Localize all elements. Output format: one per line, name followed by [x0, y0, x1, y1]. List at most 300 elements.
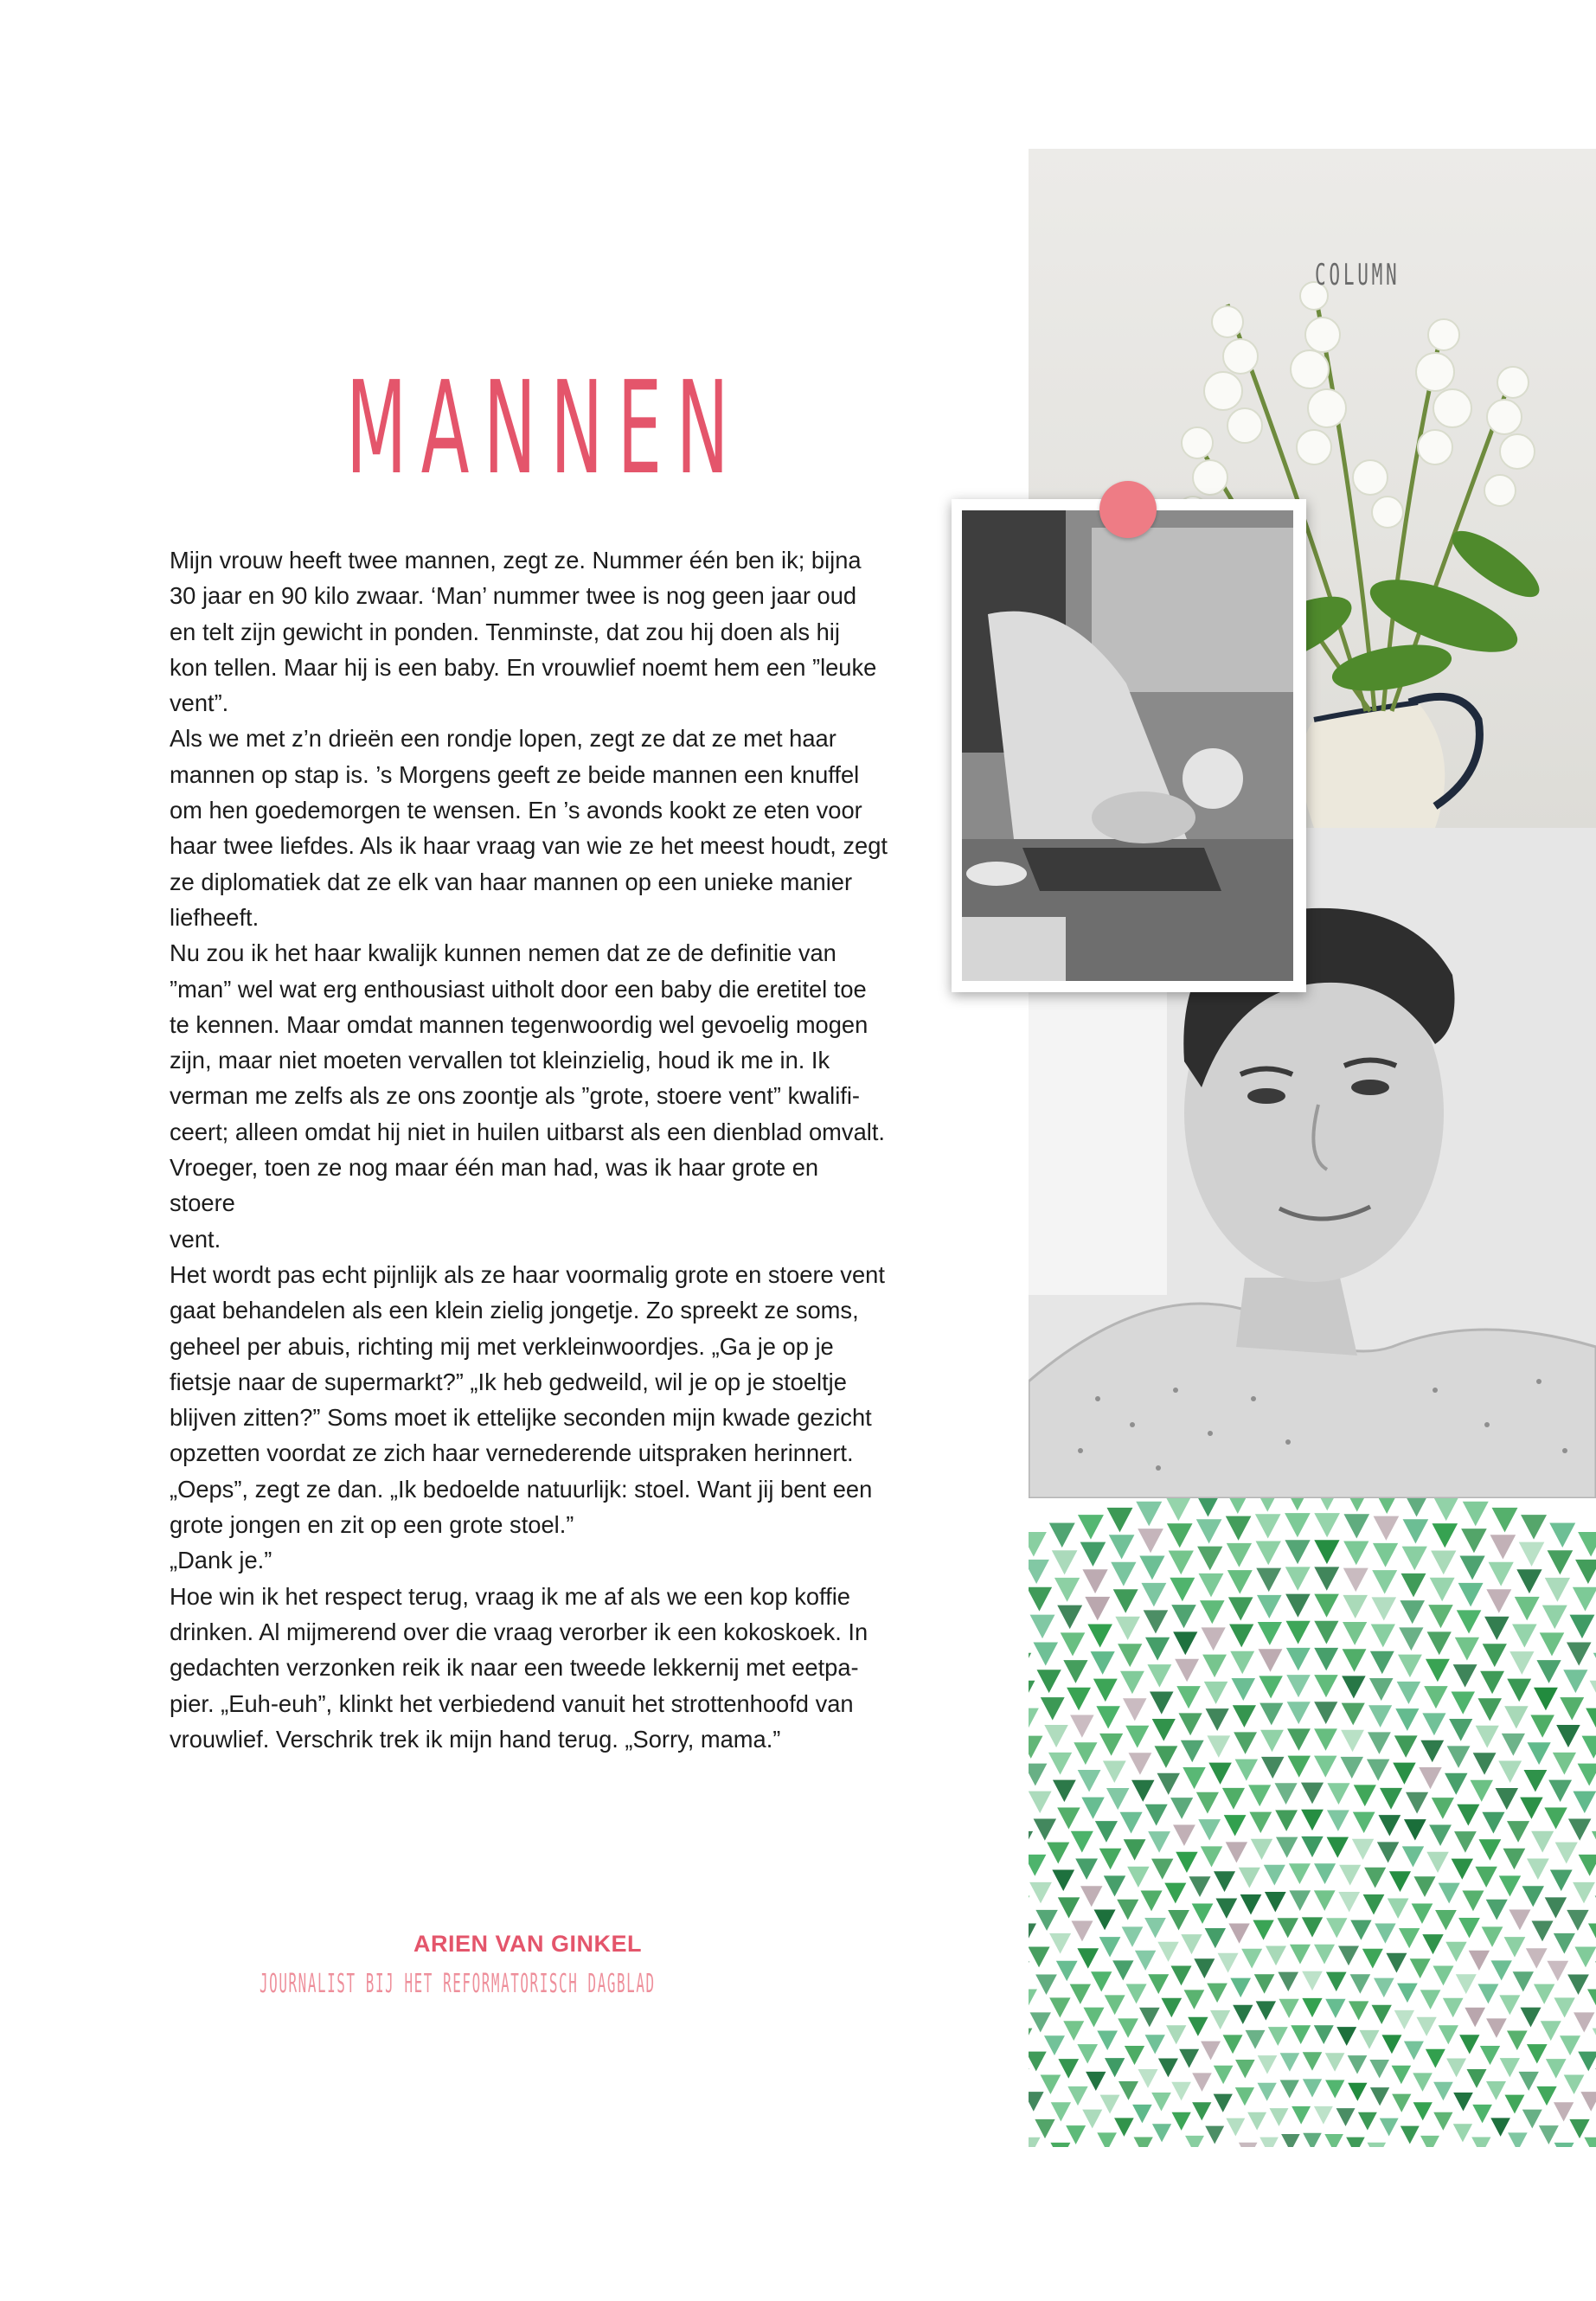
pattern-triangle — [1246, 2030, 1266, 2049]
pattern-triangle — [1253, 1920, 1273, 1940]
pattern-triangle — [1192, 1904, 1214, 1925]
pattern-triangle — [1439, 2025, 1458, 2044]
pattern-triangle — [1456, 1974, 1477, 1994]
pattern-triangle — [1078, 1770, 1101, 1792]
pattern-triangle — [1534, 1688, 1558, 1711]
article-line: opzetten voordat ze zich haar vernederende uitspraken herinnert. — [170, 1439, 854, 1467]
pattern-triangle — [1223, 2035, 1243, 2054]
pattern-triangle — [1201, 2041, 1221, 2061]
article-line: ”man” wel wat erg enthousiast uitholt door een baby die eretitel toe — [170, 975, 867, 1003]
pattern-triangle — [1486, 1589, 1511, 1613]
pattern-triangle — [1336, 2027, 1356, 2046]
pattern-triangle — [1196, 1519, 1222, 1543]
pattern-triangle — [1049, 1933, 1071, 1954]
pattern-triangle — [1564, 2075, 1585, 2095]
pattern-triangle — [1196, 1792, 1219, 1814]
pattern-triangle — [1053, 1780, 1076, 1803]
pattern-triangle — [1478, 1839, 1501, 1861]
pattern-triangle — [1029, 1882, 1052, 1904]
pattern-triangle — [1117, 1900, 1138, 1920]
pattern-triangle — [1197, 1547, 1222, 1571]
article-line: haar twee liefdes. Als ik haar vraag van wie ze het meest houdt, zegt — [170, 832, 888, 860]
pattern-triangle — [1578, 1764, 1596, 1786]
pattern-triangle — [1233, 2005, 1253, 2024]
pattern-triangle — [1235, 2087, 1254, 2106]
pattern-triangle — [1126, 1984, 1147, 2004]
pattern-triangle — [1560, 1697, 1584, 1721]
pattern-triangle — [1499, 1995, 1520, 2015]
pattern-triangle — [1112, 1960, 1133, 1980]
pattern-triangle — [1344, 1498, 1370, 1512]
pattern-triangle — [1534, 1984, 1554, 2004]
pattern-triangle — [1214, 2066, 1234, 2085]
pattern-triangle — [1285, 1594, 1311, 1618]
pattern-triangle — [1314, 2106, 1333, 2125]
pattern-triangle — [1496, 1788, 1519, 1810]
pattern-triangle — [1522, 1886, 1544, 1907]
pattern-triangle — [1578, 1532, 1596, 1557]
pattern-triangle — [1433, 1965, 1453, 1985]
pattern-triangle — [1105, 2058, 1125, 2077]
pattern-triangle — [1239, 1868, 1260, 1888]
pattern-triangle — [1029, 1681, 1035, 1704]
pattern-triangle — [1056, 1961, 1078, 1982]
pattern-triangle — [1138, 1529, 1163, 1553]
pattern-triangle — [1286, 1675, 1311, 1697]
pattern-triangle — [1303, 2079, 1322, 2097]
article-body — [170, 542, 888, 1757]
pattern-triangle — [1462, 1890, 1484, 1911]
pattern-triangle — [1499, 1875, 1521, 1896]
pattern-triangle — [1095, 1821, 1118, 1843]
pattern-triangle — [1554, 1997, 1574, 2017]
pattern-triangle — [1579, 1855, 1596, 1876]
pattern-triangle — [1061, 1632, 1086, 1656]
pattern-triangle — [1192, 2073, 1212, 2092]
pattern-triangle — [1574, 2012, 1594, 2032]
pattern-triangle — [1348, 2055, 1368, 2074]
article-line: en telt zijn gewicht in ponden. Tenminste, dat zou hij doen als hij — [170, 618, 840, 645]
pattern-triangle — [1404, 1498, 1430, 1517]
laptop-polaroid — [952, 499, 1306, 992]
pattern-triangle — [1453, 1664, 1477, 1688]
triangle-pattern-graphic — [1029, 1498, 1596, 2147]
pattern-triangle — [1063, 1660, 1087, 1683]
pattern-triangle — [1362, 1949, 1383, 1969]
pattern-triangle — [1504, 2095, 1524, 2114]
pattern-triangle — [1129, 1753, 1152, 1775]
pattern-triangle — [1077, 2044, 1098, 2064]
pattern-triangle — [1302, 1971, 1323, 1991]
pattern-triangle — [1369, 2060, 1389, 2079]
pattern-triangle — [1037, 1670, 1061, 1693]
pattern-triangle — [1171, 2112, 1190, 2131]
article-line: „Dank je.” — [170, 1547, 272, 1574]
pattern-triangle — [1094, 1909, 1116, 1930]
pattern-triangle — [1380, 1788, 1402, 1810]
pattern-triangle — [1049, 1997, 1070, 2017]
pattern-triangle — [1567, 1974, 1589, 1995]
pattern-triangle — [1342, 1703, 1365, 1726]
pattern-triangle — [1082, 1569, 1107, 1593]
article-line: Als we met z’n drieën een rondje lopen, zegt ze dat ze met haar — [170, 725, 836, 753]
pattern-triangle — [1504, 1706, 1529, 1728]
pattern-triangle — [1091, 1971, 1112, 1991]
pattern-triangle — [1416, 2017, 1436, 2036]
pattern-triangle — [1264, 1865, 1285, 1886]
article-line: kon tellen. Maar hij is een baby. En vrouwlief noemt hem een ”leuke — [170, 653, 877, 681]
pattern-triangle — [1256, 1541, 1281, 1565]
pattern-triangle — [1215, 1899, 1237, 1920]
pattern-triangle — [1445, 1942, 1466, 1962]
pattern-triangle — [1454, 1831, 1477, 1853]
pattern-triangle — [1058, 2059, 1079, 2079]
pattern-triangle — [1368, 1705, 1392, 1727]
pattern-triangle — [1254, 1498, 1280, 1512]
pattern-triangle — [1554, 2143, 1574, 2147]
pattern-triangle — [1099, 1849, 1122, 1870]
pattern-triangle — [1578, 2052, 1596, 2072]
pattern-triangle — [1338, 1945, 1359, 1965]
pattern-triangle — [1286, 1648, 1311, 1671]
pattern-triangle — [1402, 1547, 1427, 1571]
laptop-hands-photo — [962, 510, 1293, 981]
pattern-triangle — [1550, 1870, 1573, 1892]
pattern-triangle — [1521, 1515, 1547, 1540]
article-paragraph — [170, 935, 888, 1257]
pattern-triangle — [1419, 1767, 1442, 1789]
pattern-triangle — [1399, 1627, 1423, 1650]
pattern-triangle — [1432, 1798, 1454, 1819]
pattern-triangle — [1574, 1946, 1596, 1967]
pattern-triangle — [1113, 1589, 1138, 1613]
pattern-triangle — [1567, 1642, 1592, 1665]
pattern-triangle — [1279, 1999, 1298, 2018]
pattern-triangle — [1314, 1756, 1337, 1778]
pattern-triangle — [1048, 1753, 1072, 1775]
pattern-triangle — [1349, 2001, 1368, 2020]
pattern-triangle — [1274, 1783, 1297, 1804]
section-label: COLUMN — [1315, 258, 1401, 292]
pattern-triangle — [1222, 1788, 1245, 1810]
pattern-triangle — [1371, 1625, 1395, 1648]
pattern-triangle — [1287, 1728, 1311, 1751]
pattern-triangle — [1157, 1773, 1180, 1795]
pattern-triangle — [1183, 1767, 1206, 1789]
pattern-triangle — [1087, 1624, 1112, 1647]
pattern-triangle — [1276, 1837, 1298, 1858]
pattern-triangle — [1136, 1502, 1162, 1527]
pattern-triangle — [1314, 1728, 1337, 1751]
pattern-triangle — [1303, 2052, 1323, 2071]
pattern-triangle — [1054, 1578, 1080, 1602]
pattern-triangle — [1516, 1569, 1542, 1593]
pattern-triangle — [1226, 1516, 1252, 1541]
pattern-triangle — [1205, 2126, 1224, 2144]
pattern-triangle — [1326, 1972, 1347, 1992]
pattern-triangle — [1314, 1621, 1338, 1644]
pattern-triangle — [1339, 1865, 1361, 1886]
pattern-triangle — [1175, 1659, 1199, 1682]
pattern-triangle — [1427, 1631, 1452, 1655]
pattern-triangle — [1507, 1821, 1529, 1843]
pattern-triangle — [1519, 1542, 1545, 1567]
pattern-triangle — [1314, 1567, 1339, 1591]
pattern-triangle — [1234, 1732, 1257, 1754]
pattern-triangle — [1490, 1960, 1511, 1980]
article-paragraph — [170, 1579, 888, 1757]
pattern-triangle — [1458, 1583, 1484, 1607]
article-line: 30 jaar en 90 kilo zwaar. ‘Man’ nummer twee is nog geen jaar oud — [170, 582, 857, 610]
pattern-triangle — [1165, 1498, 1191, 1521]
pattern-triangle — [1575, 1560, 1596, 1584]
pattern-triangle — [1573, 1882, 1595, 1904]
article-line: drinken. Al mijmerend over die vraag verorber ik een kokoskoek. In — [170, 1618, 869, 1645]
pattern-triangle — [1325, 2080, 1344, 2098]
pattern-triangle — [1205, 1928, 1226, 1948]
article-line: geheel per abuis, richting mij met verkleinwoordjes. „Ga je op je — [170, 1332, 834, 1360]
pattern-triangle — [1241, 1949, 1262, 1969]
pattern-triangle — [1166, 2025, 1186, 2044]
pattern-triangle — [1259, 1649, 1283, 1672]
pattern-triangle — [1289, 1890, 1311, 1911]
pattern-triangle — [1275, 1810, 1298, 1831]
pattern-triangle — [1467, 2069, 1487, 2088]
pattern-triangle — [1432, 1523, 1458, 1548]
pattern-triangle — [1472, 2105, 1492, 2124]
pattern-triangle — [1477, 1698, 1502, 1721]
pattern-triangle — [1471, 2137, 1490, 2147]
pattern-triangle — [1150, 1692, 1174, 1715]
pattern-triangle — [1587, 1989, 1596, 2009]
pattern-triangle — [1278, 1918, 1298, 1938]
pattern-triangle — [1029, 1764, 1047, 1786]
pattern-triangle — [1394, 1735, 1418, 1758]
pattern-triangle — [1109, 1535, 1135, 1559]
article-line: gaat behandelen als een klein zielig jongetje. Zo spreekt ze soms, — [170, 1297, 859, 1324]
pattern-triangle — [1508, 2132, 1528, 2147]
pattern-triangle — [1122, 1926, 1144, 1947]
pattern-triangle — [1439, 1883, 1460, 1904]
pattern-triangle — [1029, 1831, 1033, 1853]
pattern-triangle — [1176, 1852, 1197, 1873]
pattern-triangle — [1314, 1675, 1338, 1697]
article-line: fietsje naar de supermarkt?” „Ik heb gedweild, wil je op je stoeltje — [170, 1368, 847, 1395]
pattern-triangle — [1103, 1760, 1126, 1783]
pattern-triangle — [1531, 1831, 1554, 1853]
pattern-triangle — [1459, 1556, 1484, 1580]
pattern-triangle — [1081, 1798, 1105, 1819]
pattern-triangle — [1536, 1660, 1561, 1683]
pattern-triangle — [1364, 1868, 1386, 1888]
pattern-triangle — [1292, 2106, 1311, 2125]
pattern-triangle — [1541, 2021, 1561, 2041]
pattern-triangle — [1138, 2069, 1158, 2088]
pattern-triangle — [1422, 1934, 1443, 1954]
pattern-triangle — [1225, 1498, 1251, 1514]
pattern-triangle — [1567, 1910, 1588, 1931]
pattern-triangle — [1343, 1541, 1368, 1565]
pattern-triangle — [1509, 1651, 1534, 1675]
pattern-triangle — [1556, 1725, 1580, 1747]
pattern-triangle — [1106, 1508, 1132, 1533]
pattern-triangle — [1326, 1918, 1347, 1938]
pattern-triangle — [1403, 1519, 1429, 1543]
pattern-triangle — [1374, 1978, 1394, 1998]
pattern-triangle — [1453, 2124, 1472, 2142]
pattern-triangle — [1030, 1615, 1055, 1639]
pattern-triangle — [1071, 1920, 1093, 1941]
pattern-triangle — [1314, 1513, 1340, 1537]
pattern-triangle — [1453, 2093, 1473, 2112]
pattern-triangle — [1404, 2041, 1424, 2061]
pattern-triangle — [1314, 1890, 1336, 1911]
pattern-triangle — [1327, 1837, 1349, 1858]
pattern-triangle — [1428, 1605, 1453, 1628]
pattern-triangle — [1200, 1600, 1225, 1624]
pattern-triangle — [1161, 1998, 1182, 2018]
pattern-triangle — [1327, 1783, 1349, 1804]
pattern-triangle — [1389, 1871, 1411, 1892]
pattern-triangle — [1452, 1859, 1473, 1880]
pattern-triangle — [1555, 1843, 1578, 1864]
pattern-triangle — [1265, 1892, 1286, 1913]
pattern-triangle — [1167, 1523, 1193, 1548]
pattern-triangle — [1051, 2102, 1071, 2121]
pattern-triangle — [1374, 1498, 1400, 1514]
pattern-triangle — [1369, 1678, 1394, 1701]
pattern-triangle — [1049, 1522, 1075, 1548]
pattern-triangle — [1325, 2053, 1345, 2072]
pattern-triangle — [1202, 1655, 1227, 1678]
pattern-triangle — [1287, 1756, 1311, 1778]
pattern-triangle — [1483, 1644, 1507, 1667]
pattern-triangle — [1075, 1858, 1098, 1880]
pattern-triangle — [1115, 1617, 1140, 1640]
pattern-triangle — [1258, 2055, 1278, 2074]
pattern-triangle — [1410, 1958, 1431, 1978]
pattern-triangle — [1375, 1924, 1395, 1944]
pattern-triangle — [1169, 1550, 1194, 1574]
article-line: Vroeger, toen ze nog maar één man had, was ik haar grote en stoere — [170, 1154, 819, 1217]
pattern-triangle — [1266, 1945, 1286, 1965]
pattern-triangle — [1399, 1928, 1420, 1948]
pattern-triangle — [1393, 1763, 1416, 1785]
pattern-triangle — [1301, 1810, 1324, 1831]
pattern-triangle — [1239, 2143, 1258, 2147]
pattern-triangle — [1457, 1610, 1482, 1633]
pattern-triangle — [1593, 2029, 1596, 2048]
pattern-triangle — [1431, 1550, 1456, 1574]
pattern-triangle — [1372, 2005, 1392, 2024]
pattern-triangle — [1035, 1974, 1057, 1995]
article-paragraph — [170, 721, 888, 935]
pattern-triangle — [1455, 1638, 1479, 1661]
pattern-triangle — [1588, 1924, 1596, 1945]
pattern-triangle — [1120, 1671, 1144, 1695]
pattern-triangle — [1523, 1770, 1547, 1792]
pattern-triangle — [1519, 2072, 1539, 2091]
pattern-triangle — [1342, 1676, 1366, 1698]
pattern-triangle — [1226, 1842, 1247, 1862]
pattern-triangle — [1302, 1998, 1322, 2017]
pattern-triangle — [1526, 1948, 1548, 1969]
pattern-triangle — [1301, 1836, 1323, 1857]
pattern-triangle — [1354, 1785, 1376, 1806]
pattern-triangle — [1188, 2017, 1208, 2036]
pattern-triangle — [1155, 1746, 1178, 1768]
pattern-triangle — [1240, 1894, 1262, 1915]
pattern-triangle — [1255, 1514, 1281, 1538]
pattern-triangle — [1291, 2025, 1311, 2044]
pattern-triangle — [1231, 1678, 1255, 1701]
pattern-triangle — [1210, 2010, 1230, 2029]
pattern-triangle — [1327, 1810, 1349, 1831]
pattern-triangle — [1447, 1746, 1471, 1768]
pattern-triangle — [1118, 2018, 1138, 2038]
pattern-triangle — [1392, 2066, 1412, 2085]
pattern-triangle — [1170, 1798, 1193, 1819]
green-triangle-pattern — [1029, 1498, 1596, 2147]
pattern-triangle — [1475, 1867, 1497, 1888]
pattern-triangle — [1148, 1974, 1169, 1994]
pattern-triangle — [1451, 1692, 1475, 1715]
pattern-triangle — [1168, 1910, 1189, 1931]
pattern-triangle — [1207, 1735, 1230, 1758]
pattern-triangle — [1152, 2124, 1171, 2142]
pattern-triangle — [1086, 2072, 1106, 2091]
pattern-triangle — [1563, 1670, 1587, 1693]
pattern-triangle — [1446, 2059, 1466, 2078]
pattern-triangle — [1546, 2059, 1567, 2079]
pattern-triangle — [1105, 1995, 1125, 2015]
pattern-triangle — [1443, 1998, 1464, 2018]
pattern-triangle — [1047, 1843, 1069, 1864]
pattern-triangle — [1509, 1909, 1530, 1930]
article-line: vent”. — [170, 689, 229, 717]
pattern-triangle — [1314, 2025, 1334, 2044]
pattern-triangle — [1573, 1587, 1596, 1612]
article-paragraph — [170, 542, 888, 721]
pattern-triangle — [1057, 1807, 1080, 1829]
pattern-triangle — [1324, 2134, 1343, 2147]
pattern-triangle — [1248, 1785, 1271, 1806]
pattern-triangle — [1179, 2049, 1199, 2068]
pattern-triangle — [1259, 1703, 1283, 1726]
pattern-triangle — [1034, 1819, 1057, 1841]
pattern-triangle — [1370, 2087, 1389, 2106]
pattern-triangle — [1301, 1783, 1324, 1804]
pattern-triangle — [1171, 2082, 1191, 2101]
pattern-triangle — [1381, 2035, 1401, 2054]
article-line: mannen op stap is. ’s Morgens geeft ze beide mannen een knuffel — [170, 760, 860, 788]
pattern-triangle — [1145, 1804, 1168, 1826]
pattern-triangle — [1058, 1897, 1080, 1918]
pattern-triangle — [1270, 2108, 1289, 2126]
article-line: pier. „Euh-euh”, klinkt het verbiedend vanuit het strottenhoofd van — [170, 1689, 854, 1717]
pattern-triangle — [1540, 1632, 1565, 1656]
article-line: Mijn vrouw heeft twee mannen, zegt ze. Nummer één ben ik; bijna — [170, 547, 862, 574]
pattern-triangle — [1029, 1791, 1052, 1814]
pattern-triangle — [1426, 2049, 1445, 2068]
pattern-triangle — [1420, 1740, 1444, 1763]
pattern-triangle — [1066, 2125, 1086, 2144]
pin-icon — [1099, 481, 1157, 538]
pattern-triangle — [1099, 1937, 1121, 1958]
pattern-triangle — [1504, 1937, 1526, 1958]
article-paragraph — [170, 1542, 888, 1578]
pattern-triangle — [1195, 1498, 1221, 1517]
